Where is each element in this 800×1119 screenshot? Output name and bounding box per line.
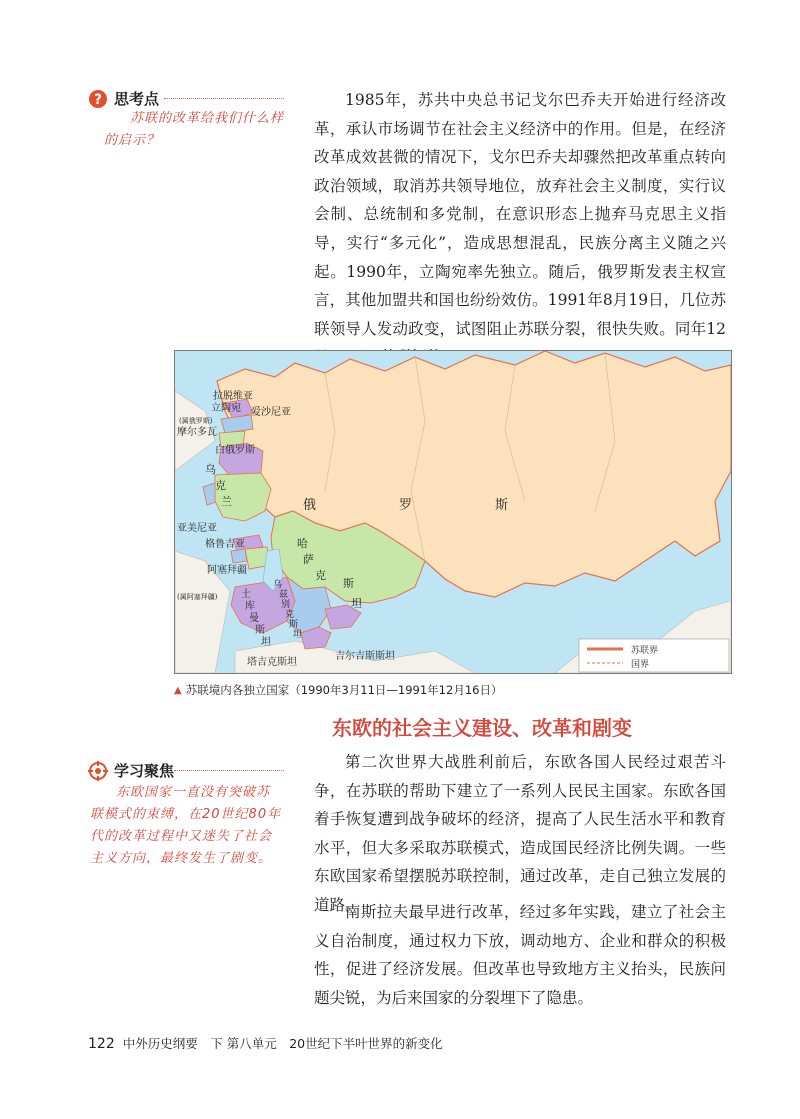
sidebar-note-thinking: 苏联的改革给我们什么样的启示？ <box>104 111 285 148</box>
map-caption-text: 苏联境内各独立国家（1990年3月11日—1991年12月16日） <box>185 683 503 697</box>
label-ukraine-2: 克 <box>215 479 226 492</box>
focus-icon <box>88 761 108 781</box>
label-uzbekistan-4: 克 <box>285 610 295 620</box>
paragraph-soviet-reform: 1985年，苏共中央总书记戈尔巴乔夫开始进行经济改革，承认市场调节在社会主义经济中的作用。但是，在经济改革成效甚微的情况下，戈尔巴乔夫却骤然把改革重点转向政治领域，取消苏共领导地位，放弃社会主义制度，实行议会制、总统制和多党制，在意识形态上抛弃马克思主义指导，实行“多元化”，造成思想混乱，民族分离主义随之兴起。1990年，立陶宛率先独立。随后，俄罗斯发表主权宣言，其他加盟共和国也纷纷效仿。1991年8月19日，几位苏联领导人发动政变，试图阻止苏联分裂，很快失败。同年12 <box>314 91 726 338</box>
label-estonia: 爱沙尼亚 <box>251 407 291 418</box>
map-armenia <box>231 549 247 563</box>
legend-soviet-border: 苏联界 <box>631 646 659 656</box>
sidebar-heading-label: 学习聚焦 <box>114 762 175 780</box>
paragraph-eastern-europe: 第二次世界大战胜利前后，东欧各国人民经过艰苦斗争，在苏联的帮助下建立了一系列人民民主国家。东欧各国着手恢复遭到战争破坏的经济，提高了人民生活水平和教育水平，但大多采取苏联模式，造成国民经济比例失调。一些东欧国家希望摆脱苏联控制，通过改革，走自己独立发展的道路。 <box>314 753 726 914</box>
label-azerbaijan: 阿塞拜疆 <box>207 565 247 576</box>
svg-text:?: ? <box>93 91 103 108</box>
soviet-dissolution-map <box>174 350 732 674</box>
footer-text: 中外历史纲要 下 第八单元 20世纪下半叶世界的新变化 <box>122 1036 443 1051</box>
label-moldova: 摩尔多瓦 <box>177 427 217 438</box>
label-turkmenistan-5: 坦 <box>261 637 271 648</box>
sidebar-rule <box>164 98 284 99</box>
label-kyrgyzstan: 吉尔吉斯斯坦 <box>335 651 395 662</box>
label-uzbekistan-6: 坦 <box>293 630 303 640</box>
label-armenia: 亚美尼亚 <box>177 523 217 534</box>
map-caption <box>174 682 502 698</box>
sidebar-note-focus: 东欧国家一直没有突破苏联模式的束缚，在20世纪80年代的改革过程中又迷失了社会主义方向，最终发生了剧变。 <box>90 785 282 866</box>
label-belarus: 白俄罗斯 <box>215 445 255 456</box>
sidebar-rule <box>174 770 284 771</box>
label-kazakhstan-3: 克 <box>315 569 326 582</box>
label-uzbekistan-3: 别 <box>281 600 291 610</box>
label-russia-1: 俄 <box>303 498 317 513</box>
label-turkmenistan-4: 斯 <box>255 625 265 636</box>
label-azer-small: (属阿塞拜疆) <box>177 593 218 601</box>
label-russia-small: (属俄罗斯) <box>179 417 213 425</box>
label-georgia: 格鲁吉亚 <box>205 539 245 550</box>
label-uzbekistan-1: 乌 <box>273 580 283 590</box>
label-russia-3: 斯 <box>495 498 509 513</box>
label-kazakhstan-4: 斯 <box>343 577 354 590</box>
label-turkmenistan-3: 曼 <box>249 613 259 624</box>
label-kazakhstan-2: 萨 <box>303 553 314 566</box>
legend-national-border: 国界 <box>631 660 650 670</box>
label-kazakhstan-5: 坦 <box>351 597 362 610</box>
question-icon <box>88 89 108 109</box>
label-latvia: 拉脱维亚 <box>213 391 253 402</box>
label-turkmenistan-2: 库 <box>245 601 255 612</box>
triangle-icon: ▲ <box>174 684 182 696</box>
map-svg <box>175 351 731 673</box>
page-footer <box>88 1034 443 1052</box>
label-lithuania: 立陶宛 <box>211 403 241 414</box>
sidebar-heading-label: 思考点 <box>114 90 160 108</box>
label-russia-2: 罗 <box>399 498 413 513</box>
page-number: 122 <box>88 1036 115 1052</box>
sidebar-heading-thinking <box>88 88 159 109</box>
section-title: 东欧的社会主义建设、改革和剧变 <box>332 716 632 740</box>
map-legend <box>579 639 729 672</box>
label-ukraine-3: 兰 <box>221 495 232 508</box>
label-uzbekistan-2: 兹 <box>279 590 289 600</box>
label-uzbekistan-5: 斯 <box>289 620 299 630</box>
label-tajikistan: 塔吉克斯坦 <box>247 657 297 668</box>
label-turkmenistan-1: 土 <box>241 589 251 600</box>
label-ukraine-1: 乌 <box>205 463 216 476</box>
sidebar-heading-focus <box>88 760 174 781</box>
paragraph-yugoslavia: 南斯拉夫最早进行改革，经过多年实践，建立了社会主义自治制度，通过权力下放，调动地方、企业和群众的积极性，促进了经济发展。但改革也导致地方主义抬头，民族问题尖锐，为后来国家的分裂埋下了隐患。 <box>314 903 726 1007</box>
label-kazakhstan-1: 哈 <box>297 537 308 550</box>
